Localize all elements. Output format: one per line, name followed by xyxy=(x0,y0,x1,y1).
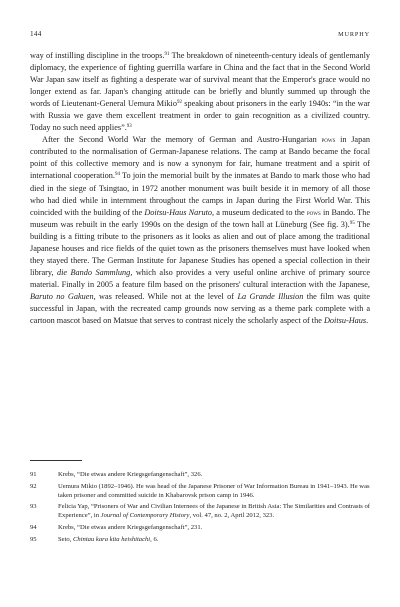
footnote-rule xyxy=(30,460,82,461)
footnote xyxy=(30,502,370,520)
text-run: way of instilling discipline in the troops. xyxy=(30,51,165,60)
footnote-ref-95[interactable]: 95 xyxy=(349,220,355,226)
text-run: , a museum dedicated to the xyxy=(212,207,307,217)
footnote-number: 94 xyxy=(30,523,37,531)
running-title: MURPHY xyxy=(338,31,370,38)
footnote-ref-91[interactable]: 91 xyxy=(164,52,170,57)
footnote-text xyxy=(58,502,370,520)
text-run: in Bando. The museum was rebuilt in the early 1990s on the design of the town hall at Lüneburg (See fig. 3). xyxy=(30,207,370,229)
abbr-pows: pows xyxy=(306,208,321,217)
paragraph-1 xyxy=(30,50,370,134)
footnote-ref-92[interactable]: 92 xyxy=(176,100,182,106)
text-run: The building is a fitting tribute to the prisoners as it looks as alien and out of place among the traditional Japanese houses and rice fields of the quiet town as the prisoners themselves must have looked when they stayed there. The German Institute for Japanese Studies has opened a special collection in their library, xyxy=(30,219,371,277)
footnote xyxy=(30,470,370,479)
text-run: Krebs, “Die etwas andere Kriegsgefangenschaft”, 326. xyxy=(58,471,203,478)
text-run: , which also provides a very useful online archive of primary source material. Finally in 2005 a feature film based on the prisoners' cultural interaction with the Japanese, xyxy=(30,267,370,289)
footnotes xyxy=(30,470,370,546)
footnote-text xyxy=(58,523,370,532)
footnote-number: 93 xyxy=(30,503,37,511)
text-run: Krebs, “Die etwas andere Kriegsgefangenschaft”, 231. xyxy=(58,523,203,531)
paragraph-2 xyxy=(30,134,370,327)
text-run: The breakdown of nineteenth-century ideals of gentlemanly diplomacy, the experience of fighting guerrilla warfare in China and the fact that in the Second World War Japan saw itself as fighting a desperate war of survival meant that the Emperor's grace would no longer extend as far. Japan's changing attitude can be briefly and bluntly summed up through the words of Lieutenant-General Uemura Mikio xyxy=(30,51,370,109)
title-la-grande-illusion: La Grande Illusion xyxy=(237,291,304,301)
footnote-text xyxy=(58,470,370,479)
footnote xyxy=(30,523,370,532)
text-run: , 6. xyxy=(150,535,159,543)
text-run: the film was quite successful in Japan, with the recreated camp grounds now serving as a theme park complete with a cartoon mascot based on Matsue that serves to contrast nicely the scholarly aspect of the xyxy=(30,291,370,326)
text-run: After the Second World War the memory of German and Austro-Hungarian xyxy=(42,135,322,145)
text-run: Uemura Mikio (1892–1946). He was head of the Japanese Prisoner of War Information Bureau in 1941–1943. He was taken prisoner and committed suicide in Khabarovsk prison camp in 1946. xyxy=(58,482,370,499)
footnote-ref-93[interactable]: 93 xyxy=(126,124,132,130)
text-run: To join the memorial built by the inmates at Bando to mark those who had died in the siege of Tsingtao, in 1972 another monument was built beside it in memory of all those who had died while in internment throughout the camps in Japan during the First World War. This coincided with the building of the xyxy=(30,171,370,217)
text-run: , vol. 47, no. 2, April 2012, 323. xyxy=(189,512,275,520)
footnote-number: 92 xyxy=(30,482,37,490)
text-run: in Japan contributed to the normalisation of German-Japanese relations. The camp at Bando became the focal point of this collective memory and is now a synonym for fair, humane treatment and a spirit of international cooperation. xyxy=(30,135,370,181)
text-run: Seto, xyxy=(58,535,74,543)
footnote xyxy=(30,482,370,500)
text-run: speaking about prisoners in the early 1940s: “in the war with Russia we gave them excellent treatment in order to gain recognition as a civilized country. Today no such need applies”. xyxy=(30,99,370,133)
running-head xyxy=(30,30,370,38)
title-bando-sammlung: die Bando Sammlung xyxy=(56,267,131,277)
book-title: Chintau kara kita heishitachi xyxy=(73,535,151,543)
footnote-number: 95 xyxy=(30,535,37,543)
text-run: , was released. While not at the level of xyxy=(93,291,238,301)
footnote xyxy=(30,535,370,544)
footnote-text xyxy=(58,535,370,544)
text-run: Felicia Yap, “Prisoners of War and Civilian Internees of the Japanese in British Asia: The Similarities and Contrasts of Experience”, in xyxy=(58,503,371,520)
journal-title: Journal of Contemporary History xyxy=(100,512,190,520)
footnote-text xyxy=(58,482,370,500)
page-number: 144 xyxy=(30,30,42,38)
text-run: . xyxy=(366,316,369,326)
footnote-number: 91 xyxy=(30,471,37,478)
title-baruto-no-gakuen: Baruto no Gakuen xyxy=(30,291,94,301)
title-doitsu-haus: Doitsu-Haus xyxy=(323,316,367,326)
body-text xyxy=(30,50,370,327)
abbr-pows: pows xyxy=(321,136,336,145)
footnote-ref-94[interactable]: 94 xyxy=(114,172,120,178)
title-doitsu-haus-naruto: Doitsu-Haus Naruto xyxy=(144,207,213,217)
